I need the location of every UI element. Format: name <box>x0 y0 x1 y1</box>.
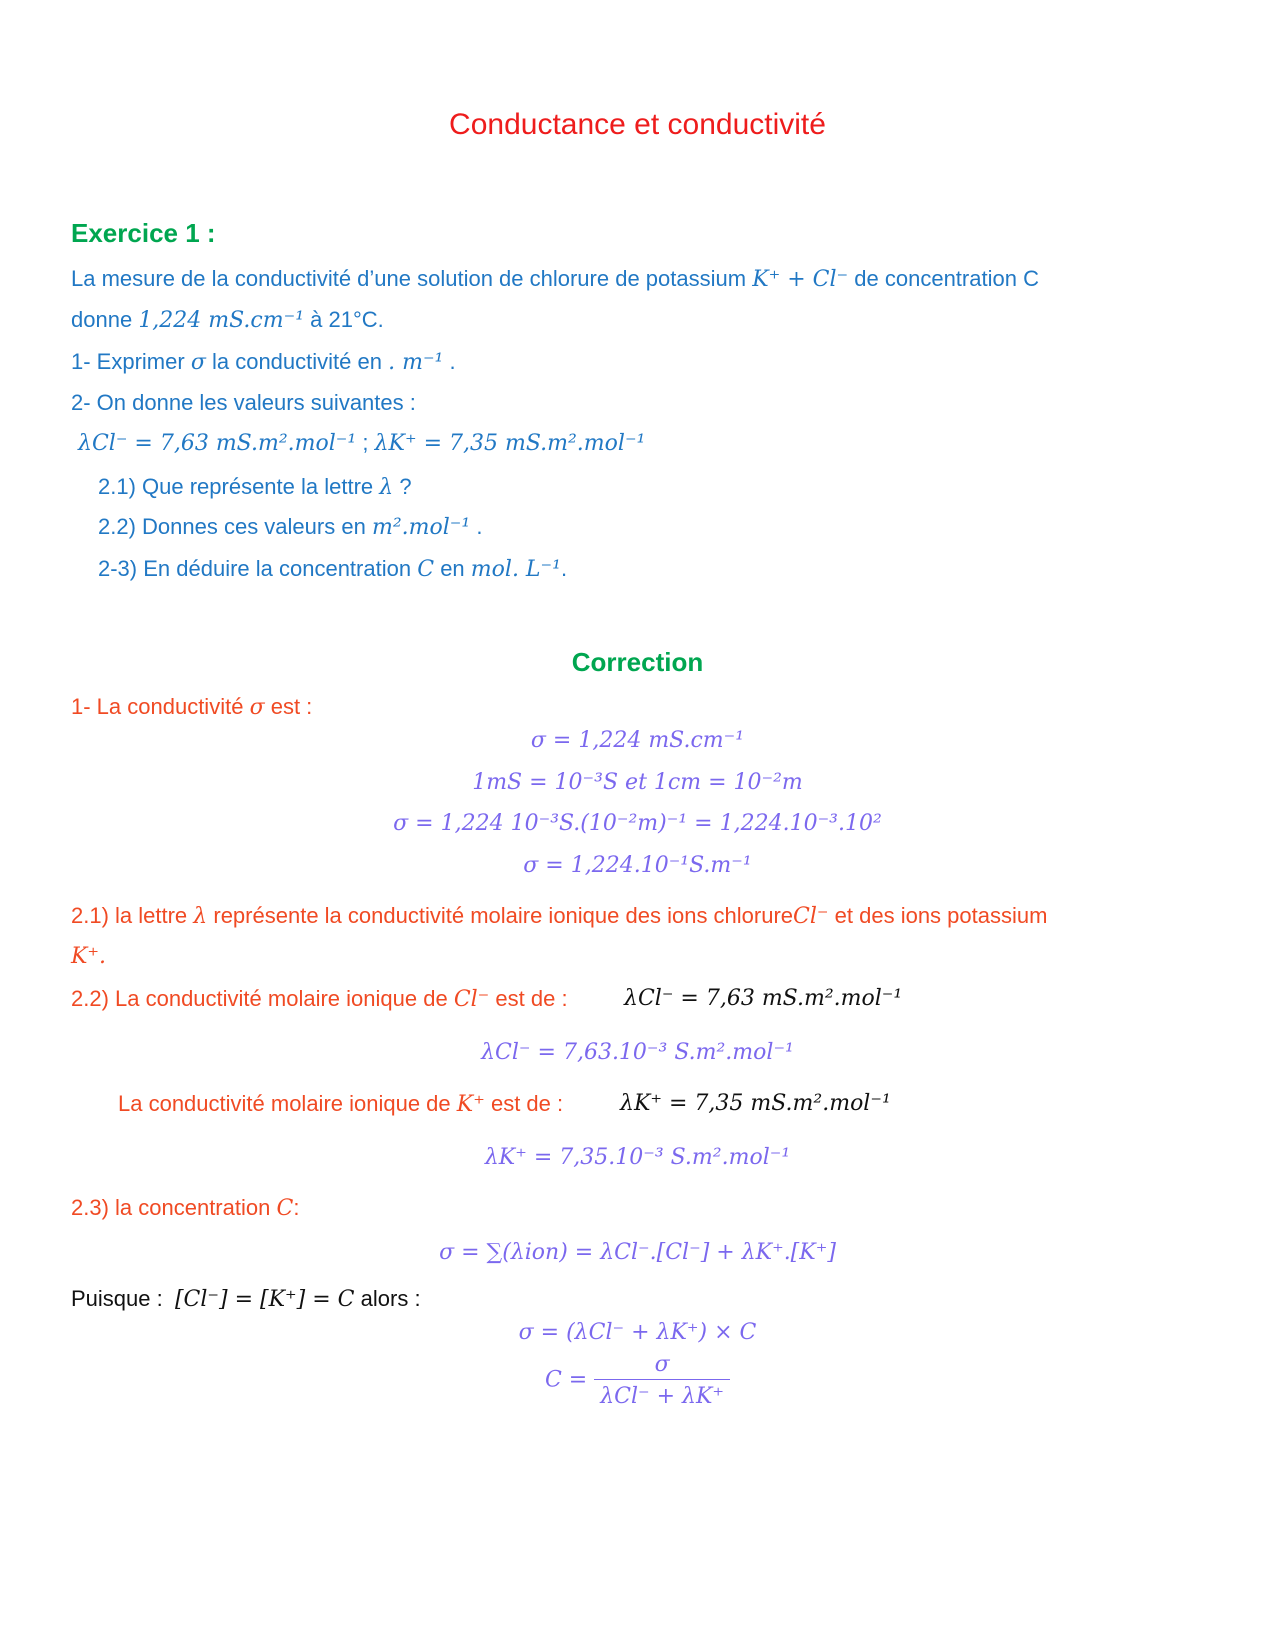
q1-end: . <box>449 349 456 374</box>
correction-heading: Correction <box>571 647 704 677</box>
c22k-value: λK⁺ = 7,35 mS.m².mol⁻¹ <box>620 1091 891 1116</box>
q2-value-cl: λCl⁻ = 7,63 mS.m².mol⁻¹ <box>78 431 357 456</box>
intro-text-b: de concentration C <box>854 266 1039 291</box>
c21-text-c: et des ions potassium <box>834 903 1048 928</box>
q23-end: . <box>560 556 568 581</box>
intro-line2-b: à 21°C. <box>310 307 384 332</box>
equation-sigma-value: σ = 1,224 mS.cm⁻¹ <box>530 728 745 753</box>
q2-values-separator: ; <box>362 430 369 455</box>
equation-lambda-k: λK⁺ = 7,35.10⁻³ S.m².mol⁻¹ <box>484 1145 791 1170</box>
q23-mid: en <box>440 556 465 581</box>
c1-end: est : <box>270 694 313 719</box>
intro-text-a: La mesure de la conductivité d’une solution de chlorure de potassium <box>71 266 747 291</box>
c23-c: C <box>276 1196 294 1221</box>
c21-lambda: λ <box>193 904 208 929</box>
c22-value: λCl⁻ = 7,63 mS.m².mol⁻¹ <box>624 986 903 1011</box>
intro-formula: K⁺ + Cl⁻ <box>752 267 849 292</box>
c23-end: : <box>293 1195 300 1220</box>
correction-2-2-k <box>118 1091 563 1117</box>
c21-text-b: représente la conductivité molaire ionique des ions chlorure <box>213 903 794 928</box>
equation-unit-conversion: 1mS = 10⁻³S et 1cm = 10⁻²m <box>472 770 803 795</box>
correction-2-3 <box>71 1195 299 1221</box>
question-2-3 <box>98 556 567 582</box>
puisque-end: alors : <box>360 1286 421 1311</box>
c22k-text: La conductivité molaire ionique de <box>118 1091 451 1116</box>
q21-text: 2.1) Que représente la lettre <box>98 474 374 499</box>
c22k-k: K⁺ <box>456 1092 485 1117</box>
page-title: Conductance et conductivité <box>449 108 826 141</box>
c1-text: 1- La conductivité <box>71 694 244 719</box>
c1-sigma: σ <box>249 695 265 720</box>
q21-lambda: λ <box>379 475 394 500</box>
c22k-text-b: est de : <box>490 1091 564 1116</box>
q22-unit: m².mol⁻¹ <box>371 515 471 540</box>
equation-sigma-result: σ = 1,224.10⁻¹S.m⁻¹ <box>523 853 752 878</box>
puisque-line <box>71 1286 421 1312</box>
q23-unit: mol. L⁻¹ <box>470 557 561 582</box>
exercise-intro-line1 <box>71 266 1039 292</box>
q23-c: C <box>417 557 435 582</box>
correction-2-1-line2: K⁺. <box>71 944 107 969</box>
equation-c-fraction <box>0 1352 1275 1409</box>
c23-text: 2.3) la concentration <box>71 1195 271 1220</box>
q22-end: . <box>476 514 483 539</box>
question-2-2 <box>98 514 482 540</box>
c22-text: 2.2) La conductivité molaire ionique de <box>71 986 448 1011</box>
c22-text-b: est de : <box>495 986 568 1011</box>
intro-line2-a: donne <box>71 307 133 332</box>
puisque-text: Puisque : <box>71 1286 163 1311</box>
q1-text-b: la conductivité en <box>211 349 382 374</box>
equation-sigma-conversion: σ = 1,224 10⁻³S.(10⁻²m)⁻¹ = 1,224.10⁻³.10² <box>393 811 882 836</box>
correction-1 <box>71 694 312 720</box>
question-2-1 <box>98 474 412 500</box>
q22-text: 2.2) Donnes ces valeurs en <box>98 514 366 539</box>
question-2: 2- On donne les valeurs suivantes : <box>71 390 416 415</box>
exercise-heading: Exercice 1 : <box>71 218 216 248</box>
fraction-denominator: λCl⁻ + λK⁺ <box>594 1379 730 1409</box>
fraction-numerator: σ <box>654 1352 670 1377</box>
q21-end: ? <box>399 474 412 499</box>
eq-c-lhs: C = <box>544 1367 588 1393</box>
q1-unit: . m⁻¹ <box>388 350 444 375</box>
q23-text: 2-3) En déduire la concentration <box>98 556 412 581</box>
c21-text: 2.1) la lettre <box>71 903 188 928</box>
fraction <box>594 1352 730 1409</box>
equation-lambda-cl: λCl⁻ = 7,63.10⁻³ S.m².mol⁻¹ <box>481 1040 794 1065</box>
c21-cl: Cl⁻ <box>793 904 829 929</box>
q2-value-k: λK⁺ = 7,35 mS.m².mol⁻¹ <box>374 431 646 456</box>
q1-sigma: σ <box>190 350 206 375</box>
equation-sigma-c: σ = (λCl⁻ + λK⁺) × C <box>518 1320 757 1345</box>
q1-text: 1- Exprimer <box>71 349 185 374</box>
correction-2-2-cl <box>71 986 568 1012</box>
puisque-eq: [Cl⁻] = [K⁺] = C <box>174 1287 355 1312</box>
intro-value: 1,224 mS.cm⁻¹ <box>138 308 305 333</box>
c22-cl: Cl⁻ <box>453 987 490 1012</box>
exercise-intro-line2 <box>71 307 384 333</box>
equation-sigma-sum: σ = ∑(λion) = λCl⁻.[Cl⁻] + λK⁺.[K⁺] <box>439 1240 836 1265</box>
correction-2-1-line1 <box>71 903 1047 929</box>
question-2-values <box>78 430 645 456</box>
question-1 <box>71 349 456 375</box>
